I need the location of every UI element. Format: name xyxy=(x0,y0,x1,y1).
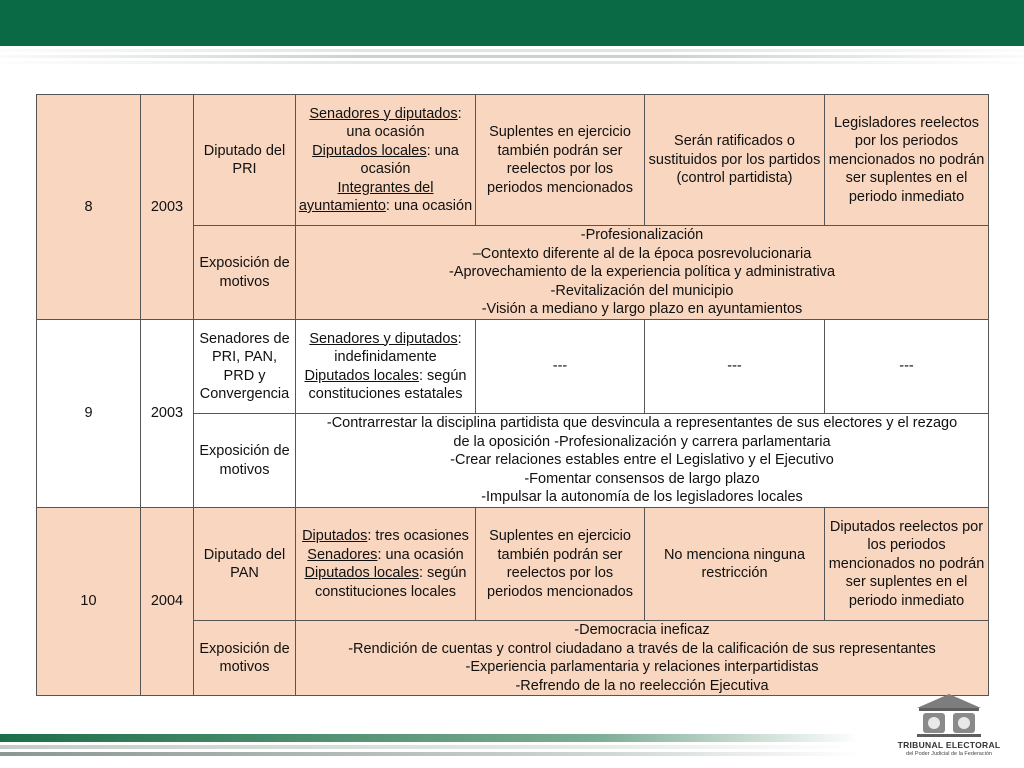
cell-year: 2003 xyxy=(141,95,194,320)
reform-table xyxy=(36,94,989,696)
cell-motives-label: Exposición de motivos xyxy=(194,226,296,320)
footer-stripes xyxy=(0,732,860,762)
cell-motives: -Contrarrestar la disciplina partidista que desvincula a representantes de sus electores y el rezago de la oposición -Profesionalización y carrera parlamentaria -Crear relaciones estables entre el Legislativo y el Ejecutivo -Fomentar consensos de largo plazo -Impulsar la autonomía de los legisladores locales xyxy=(296,414,989,508)
table-row xyxy=(37,320,989,414)
cell-reelection: Senadores y diputados: indefinidamente Diputados locales: según constituciones estatales xyxy=(296,320,476,414)
cell-substitutes: Suplentes en ejercicio también podrán ser reelectos por los periodos mencionados xyxy=(476,95,645,226)
cell-proponent: Diputado del PRI xyxy=(194,95,296,226)
cell-motives-label: Exposición de motivos xyxy=(194,621,296,696)
tribunal-emblem-icon xyxy=(909,692,989,738)
cell-ratification: No menciona ninguna restricción xyxy=(645,508,825,621)
cell-ratification: --- xyxy=(645,320,825,414)
cell-proponent: Diputado del PAN xyxy=(194,508,296,621)
cell-number: 10 xyxy=(37,508,141,696)
cell-substitutes: --- xyxy=(476,320,645,414)
cell-number: 8 xyxy=(37,95,141,320)
cell-motives-label: Exposición de motivos xyxy=(194,414,296,508)
cell-restriction: Diputados reelectos por los periodos mencionados no podrán ser suplentes en el periodo inmediato xyxy=(825,508,989,621)
cell-ratification: Serán ratificados o sustituidos por los partidos (control partidista) xyxy=(645,95,825,226)
cell-year: 2004 xyxy=(141,508,194,696)
header-stripes xyxy=(0,46,1024,74)
table-row xyxy=(37,508,989,621)
cell-year: 2003 xyxy=(141,320,194,508)
logo-title: TRIBUNAL ELECTORAL xyxy=(897,740,1001,750)
cell-number: 9 xyxy=(37,320,141,508)
cell-substitutes: Suplentes en ejercicio también podrán ser reelectos por los periodos mencionados xyxy=(476,508,645,621)
cell-motives: -Democracia ineficaz -Rendición de cuentas y control ciudadano a través de la calificación de sus representantes -Experiencia parlamentaria y relaciones interpartidistas -Refrendo de la no reelección Ejecutiva xyxy=(296,621,989,696)
tribunal-logo xyxy=(894,692,1004,764)
cell-restriction: --- xyxy=(825,320,989,414)
cell-reelection: Senadores y diputados: una ocasión Diputados locales: una ocasión Integrantes del ayuntamiento: una ocasión xyxy=(296,95,476,226)
logo-subtitle: del Poder Judicial de la Federación xyxy=(906,751,992,757)
header-bar xyxy=(0,0,1024,46)
cell-proponent: Senadores de PRI, PAN, PRD y Convergencia xyxy=(194,320,296,414)
table-row xyxy=(37,95,989,226)
cell-restriction: Legisladores reelectos por los periodos mencionados no podrán ser suplentes en el periodo inmediato xyxy=(825,95,989,226)
cell-reelection: Diputados: tres ocasiones Senadores: una ocasión Diputados locales: según constituciones locales xyxy=(296,508,476,621)
cell-motives: -Profesionalización –Contexto diferente al de la época posrevolucionaria -Aprovechamiento de la experiencia política y administrativa -Revitalización del municipio -Visión a mediano y largo plazo en ayuntamientos xyxy=(296,226,989,320)
